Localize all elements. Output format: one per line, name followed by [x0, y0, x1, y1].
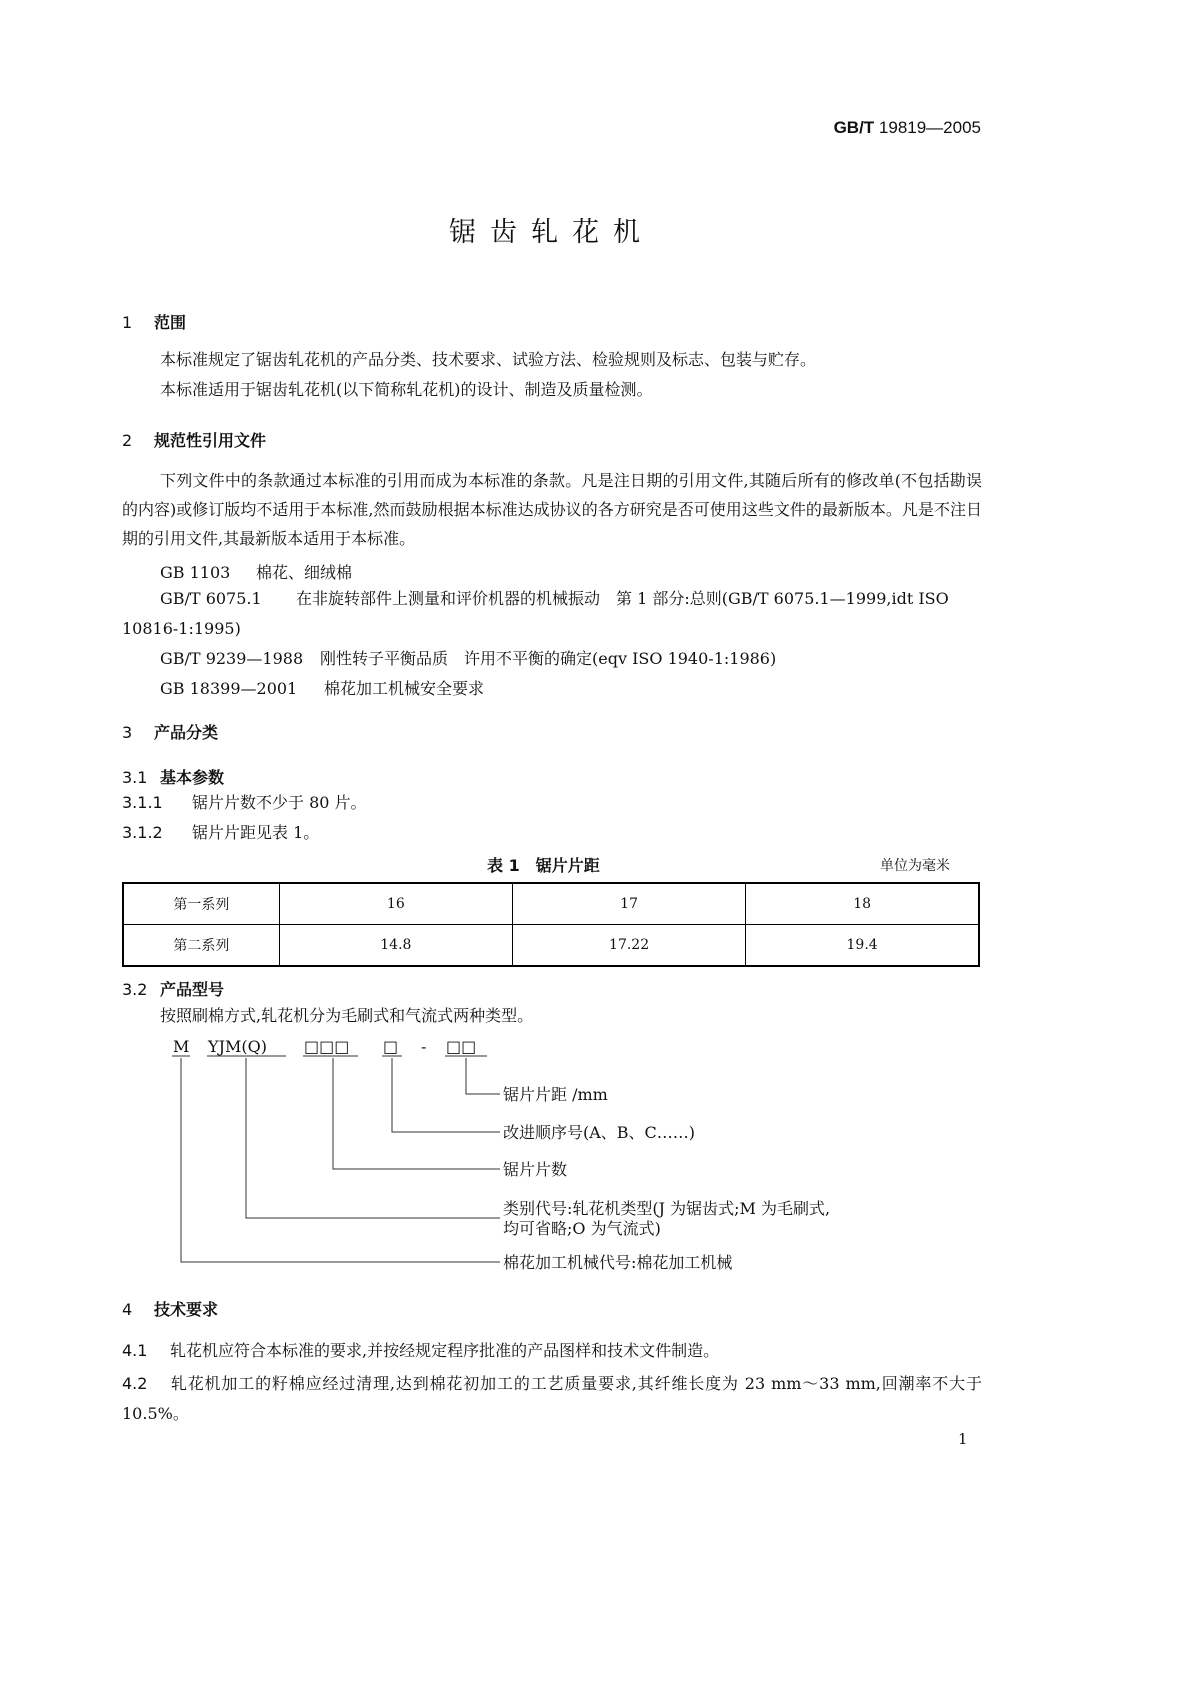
section-4-number: 4 [122, 1300, 133, 1319]
reference-item [122, 584, 982, 644]
clause-3-1-2-text: 锯片片距见表 1。 [192, 823, 320, 842]
standard-code: 19819—2005 [878, 118, 981, 137]
leader-category [246, 1058, 500, 1218]
clause-4-2-number: 4.2 [122, 1374, 148, 1393]
section-1-paragraph-2: 本标准适用于锯齿轧花机(以下简称轧花机)的设计、制造及质量检测。 [160, 380, 653, 399]
section-3-1-title: 基本参数 [160, 768, 225, 787]
section-3-2-text: 按照刷棉方式,轧花机分为毛刷式和气流式两种类型。 [160, 1006, 534, 1025]
reference-item [160, 676, 484, 699]
reference-title: 棉花加工机械安全要求 [324, 679, 485, 698]
table-cell: 18 [746, 883, 979, 925]
section-1-heading [122, 310, 186, 333]
leader-saw-pitch [466, 1058, 500, 1094]
clause-3-1-1-text: 锯片片数不少于 80 片。 [192, 793, 367, 812]
reference-code: GB 1103 [160, 563, 231, 582]
standard-number [834, 118, 981, 138]
section-3-1-heading [122, 765, 224, 788]
clause-4-2 [122, 1369, 982, 1429]
section-3-2-title: 产品型号 [160, 980, 225, 999]
standard-prefix: GB/T [833, 118, 875, 137]
table-cell: 16 [279, 883, 512, 925]
section-2-number: 2 [122, 431, 133, 450]
diagram-leader-lines [172, 1056, 500, 1262]
leader-saw-count [333, 1058, 500, 1169]
section-1-paragraph-1: 本标准规定了锯齿轧花机的产品分类、技术要求、试验方法、检验规则及标志、包装与贮存。 [160, 350, 817, 369]
label-saw-count: 锯片片数 [503, 1160, 568, 1179]
clause-3-1-1-number: 3.1.1 [122, 793, 163, 812]
leader-improvement [392, 1058, 500, 1132]
clause-4-1 [122, 1337, 719, 1365]
section-4-title: 技术要求 [154, 1300, 219, 1319]
section-3-title: 产品分类 [154, 723, 219, 742]
code-part-yjm: YJM(Q) [208, 1037, 267, 1056]
table-1 [122, 882, 980, 967]
table-cell: 17.22 [512, 925, 745, 967]
document-title: 锯齿轧花机 [449, 217, 654, 248]
reference-item [160, 560, 352, 583]
section-1-title: 范围 [154, 313, 187, 332]
reference-title: 刚性转子平衡品质 许用不平衡的确定(eqv ISO 1940-1:1986) [320, 649, 777, 668]
section-3-number: 3 [122, 723, 133, 742]
code-part-m: M [173, 1037, 190, 1056]
label-saw-pitch: 锯片片距 /mm [503, 1085, 608, 1104]
table-row [123, 883, 979, 925]
section-2-heading [122, 428, 266, 451]
table-1-caption: 表 1 锯片片距 [487, 856, 600, 875]
clause-4-2-text: 轧花机加工的籽棉应经过清理,达到棉花初加工的工艺质量要求,其纤维长度为 23 mm～33 mm,回潮率不大于 10.5%。 [122, 1374, 982, 1423]
table-row-label: 第一系列 [123, 883, 279, 925]
code-part-saw-count: □□□ [304, 1037, 350, 1056]
reference-code: GB/T 6075.1 [160, 589, 262, 608]
section-2-title: 规范性引用文件 [154, 431, 267, 450]
reference-code: GB 18399—2001 [160, 679, 298, 698]
table-row-label: 第二系列 [123, 925, 279, 967]
clause-3-1-1 [122, 789, 367, 817]
section-3-heading [122, 720, 218, 743]
section-1-number: 1 [122, 313, 133, 332]
section-3-1-number: 3.1 [122, 768, 148, 787]
clause-4-1-number: 4.1 [122, 1341, 148, 1360]
table-1-unit: 单位为毫米 [880, 858, 950, 874]
clause-4-1-text: 轧花机应符合本标准的要求,并按经规定程序批准的产品图样和技术文件制造。 [170, 1341, 720, 1360]
section-4-heading [122, 1297, 218, 1320]
leader-machinery [181, 1058, 500, 1262]
code-part-dash: - [421, 1037, 427, 1056]
section-3-2-number: 3.2 [122, 980, 148, 999]
label-machinery-code: 棉花加工机械代号:棉花加工机械 [503, 1253, 733, 1272]
section-2-intro: 下列文件中的条款通过本标准的引用而成为本标准的条款。凡是注日期的引用文件,其随后所有的修改单(不包括勘误的内容)或修订版均不适用于本标准,然而鼓励根据本标准达成协议的各方研究是否可使用这些文件的最新版本。凡是不注日期的引用文件,其最新版本适用于本标准。 [122, 471, 982, 548]
code-part-saw-pitch: □□ [446, 1037, 477, 1056]
reference-title: 棉花、细绒棉 [256, 563, 353, 582]
reference-title: 在非旋转部件上测量和评价机器的机械振动 第 1 部分:总则(GB/T 6075.1—1999,idt ISO 10816-1:1995) [122, 589, 949, 638]
reference-item [160, 646, 776, 669]
table-row [123, 925, 979, 967]
clause-3-1-2 [122, 819, 319, 847]
label-category-code-cont: 均可省略;O 为气流式) [503, 1219, 661, 1238]
reference-code: GB/T 9239—1988 [160, 649, 304, 668]
label-category-code: 类别代号:轧花机类型(J 为锯齿式;M 为毛刷式, [503, 1199, 831, 1218]
table-cell: 14.8 [279, 925, 512, 967]
section-3-2-heading [122, 977, 224, 1000]
label-improvement-order: 改进顺序号(A、B、C……) [503, 1123, 696, 1142]
clause-3-1-2-number: 3.1.2 [122, 823, 163, 842]
table-cell: 17 [512, 883, 745, 925]
table-cell: 19.4 [746, 925, 979, 967]
page-number: 1 [958, 1430, 968, 1448]
code-part-improvement: □ [383, 1037, 399, 1056]
